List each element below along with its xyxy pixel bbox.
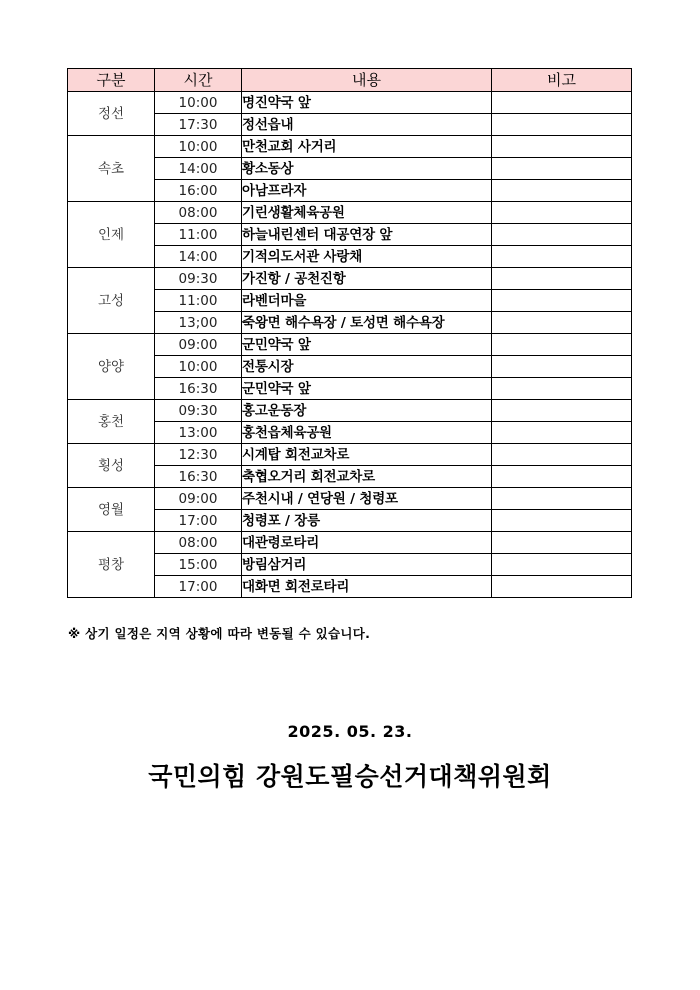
region-cell: 인제 [68,202,155,268]
time-cell: 11:00 [155,290,242,312]
table-row [68,92,632,114]
place-cell: 시계탑 회전교차로 [242,444,492,466]
note-cell [492,158,632,180]
time-cell: 11:00 [155,224,242,246]
place-cell: 주천시내 / 연당원 / 청령포 [242,488,492,510]
place-cell: 죽왕면 해수욕장 / 토성면 해수욕장 [242,312,492,334]
place-cell: 홍천읍체육공원 [242,422,492,444]
region-cell: 정선 [68,92,155,136]
place-cell: 가진항 / 공천진항 [242,268,492,290]
time-cell: 14:00 [155,246,242,268]
place-cell: 군민약국 앞 [242,378,492,400]
schedule-body [68,92,632,598]
time-cell: 12:30 [155,444,242,466]
table-row [68,334,632,356]
place-cell: 기적의도서관 사랑채 [242,246,492,268]
place-cell: 전통시장 [242,356,492,378]
note-cell [492,532,632,554]
time-cell: 16:00 [155,180,242,202]
schedule-change-note: ※ 상기 일정은 지역 상황에 따라 변동될 수 있습니다. [68,626,371,641]
place-cell: 하늘내린센터 대공연장 앞 [242,224,492,246]
header-time: 시간 [155,69,242,92]
region-cell: 횡성 [68,444,155,488]
note-cell [492,202,632,224]
time-cell: 09:00 [155,334,242,356]
note-cell [492,400,632,422]
time-cell: 09:00 [155,488,242,510]
place-cell: 기린생활체육공원 [242,202,492,224]
region-cell: 양양 [68,334,155,400]
time-cell: 10:00 [155,92,242,114]
time-cell: 17:30 [155,114,242,136]
time-cell: 09:30 [155,268,242,290]
note-cell [492,510,632,532]
place-cell: 군민약국 앞 [242,334,492,356]
place-cell: 라벤더마을 [242,290,492,312]
organization-name: 국민의힘 강원도필승선거대책위원회 [148,762,552,791]
note-cell [492,334,632,356]
place-cell: 만천교회 사거리 [242,136,492,158]
region-cell: 홍천 [68,400,155,444]
note-cell [492,224,632,246]
note-cell [492,554,632,576]
region-cell: 고성 [68,268,155,334]
place-cell: 방림삼거리 [242,554,492,576]
schedule-table [67,68,632,598]
place-cell: 명진약국 앞 [242,92,492,114]
header-place: 내용 [242,69,492,92]
note-cell [492,312,632,334]
note-cell [492,356,632,378]
place-cell: 황소동상 [242,158,492,180]
place-cell: 대화면 회전로타리 [242,576,492,598]
place-cell: 아남프라자 [242,180,492,202]
table-row [68,268,632,290]
header-row [68,69,632,92]
time-cell: 15:00 [155,554,242,576]
time-cell: 13;00 [155,312,242,334]
header-region: 구분 [68,69,155,92]
header-note: 비고 [492,69,632,92]
time-cell: 08:00 [155,202,242,224]
note-cell [492,290,632,312]
region-cell: 영월 [68,488,155,532]
place-cell: 대관령로타리 [242,532,492,554]
place-cell: 청령포 / 장릉 [242,510,492,532]
issue-date: 2025. 05. 23. [287,722,413,741]
note-cell [492,466,632,488]
time-cell: 10:00 [155,356,242,378]
time-cell: 14:00 [155,158,242,180]
table-row [68,532,632,554]
table-row [68,400,632,422]
time-cell: 09:30 [155,400,242,422]
table-row [68,136,632,158]
region-cell: 속초 [68,136,155,202]
table-row [68,202,632,224]
place-cell: 홍고운동장 [242,400,492,422]
note-cell [492,180,632,202]
note-cell [492,488,632,510]
note-cell [492,268,632,290]
note-cell [492,136,632,158]
time-cell: 16:30 [155,466,242,488]
time-cell: 08:00 [155,532,242,554]
table-row [68,488,632,510]
time-cell: 10:00 [155,136,242,158]
place-cell: 정선읍내 [242,114,492,136]
time-cell: 13:00 [155,422,242,444]
note-cell [492,444,632,466]
region-cell: 평창 [68,532,155,598]
time-cell: 17:00 [155,510,242,532]
note-cell [492,114,632,136]
time-cell: 17:00 [155,576,242,598]
note-cell [492,246,632,268]
time-cell: 16:30 [155,378,242,400]
note-cell [492,576,632,598]
note-cell [492,378,632,400]
note-cell [492,92,632,114]
note-cell [492,422,632,444]
place-cell: 축협오거리 회전교차로 [242,466,492,488]
table-row [68,444,632,466]
